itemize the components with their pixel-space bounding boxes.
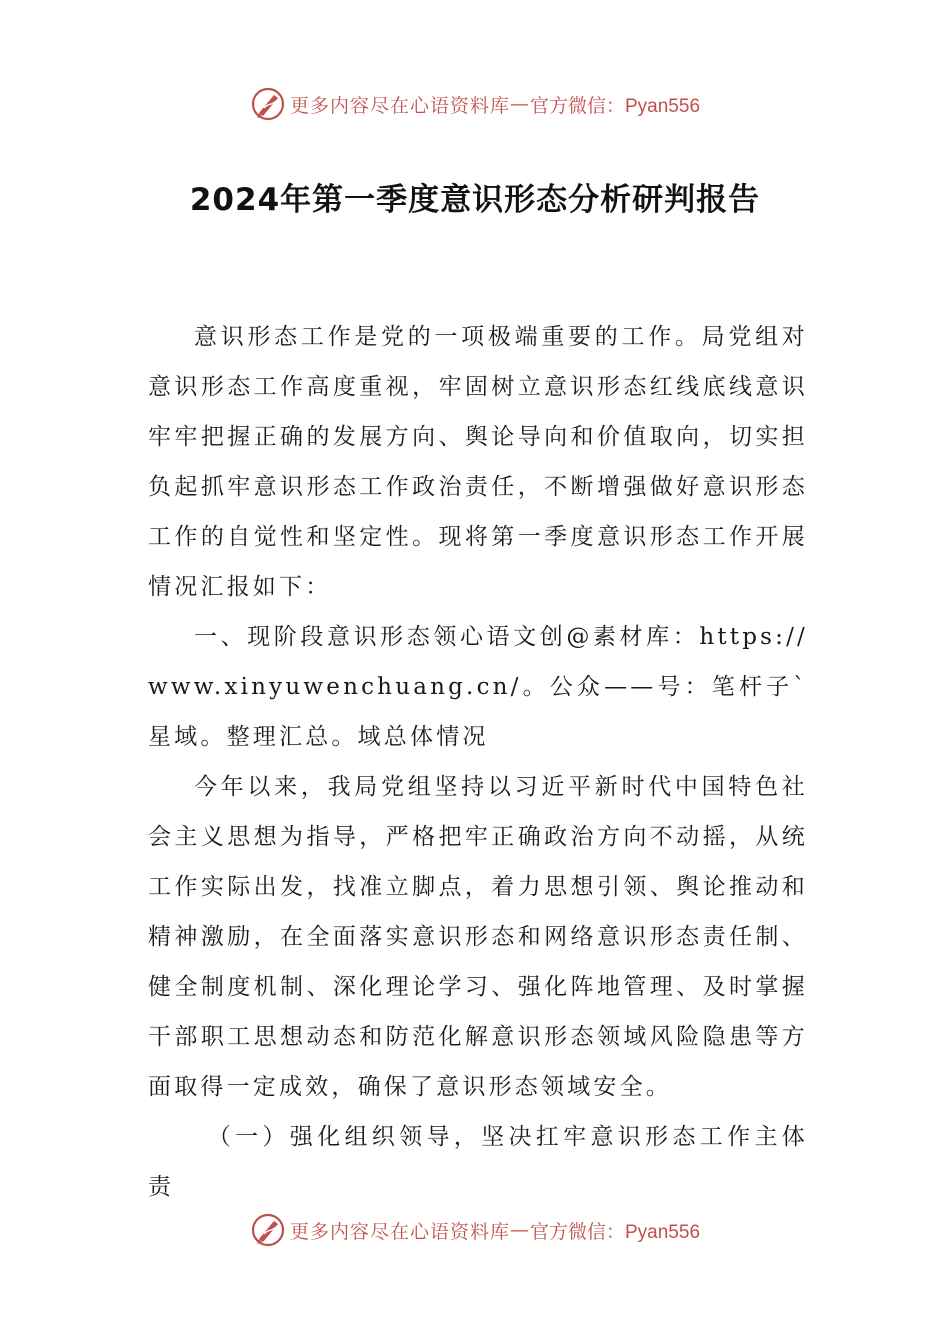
pen-logo-icon: [250, 1212, 286, 1248]
footer-banner: [0, 1210, 950, 1250]
section-heading-1: 一、现阶段意识形态领心语文创@素材库：https://www.xinyuwenchuang.cn/。公众——号：笔杆子`星域。整理汇总。域总体情况: [148, 624, 808, 750]
paragraph-intro: 意识形态工作是党的一项极端重要的工作。局党组对意识形态工作高度重视，牢固树立意识形态红线底线意识牢牢把握正确的发展方向、舆论导向和价值取向，切实担负起抓牢意识形态工作政治责任，不断增强做好意识形态工作的自觉性和坚定性。现将第一季度意识形态工作开展情况汇报如下：: [148, 324, 808, 600]
document-body: [148, 312, 808, 1212]
banner-separator: —: [510, 93, 530, 115]
banner-wechat: 官方微信：Pyan556: [530, 95, 701, 117]
header-banner: [0, 84, 950, 124]
subsection-heading-1: （一）强化组织领导，坚决扛牢意识形态工作主体责: [148, 1124, 808, 1200]
banner-separator: —: [510, 1219, 530, 1241]
banner-wechat: 官方微信：Pyan556: [530, 1221, 701, 1243]
paragraph-overview: 今年以来，我局党组坚持以习近平新时代中国特色社会主义思想为指导，严格把牢正确政治方向不动摇，从统工作实际出发，找准立脚点，着力思想引领、舆论推动和精神激励，在全面落实意识形态和网络意识形态责任制、健全制度机制、深化理论学习、强化阵地管理、及时掌握干部职工思想动态和防范化解意识形态领域风险隐患等方面取得一定成效，确保了意识形态领域安全。: [148, 774, 808, 1100]
pen-logo-icon: [250, 86, 286, 122]
banner-text: 更多内容尽在心语资料库: [289, 1220, 510, 1243]
document-title: 2024年第一季度意识形态分析研判报告: [189, 182, 761, 218]
banner-text: 更多内容尽在心语资料库: [289, 94, 510, 117]
